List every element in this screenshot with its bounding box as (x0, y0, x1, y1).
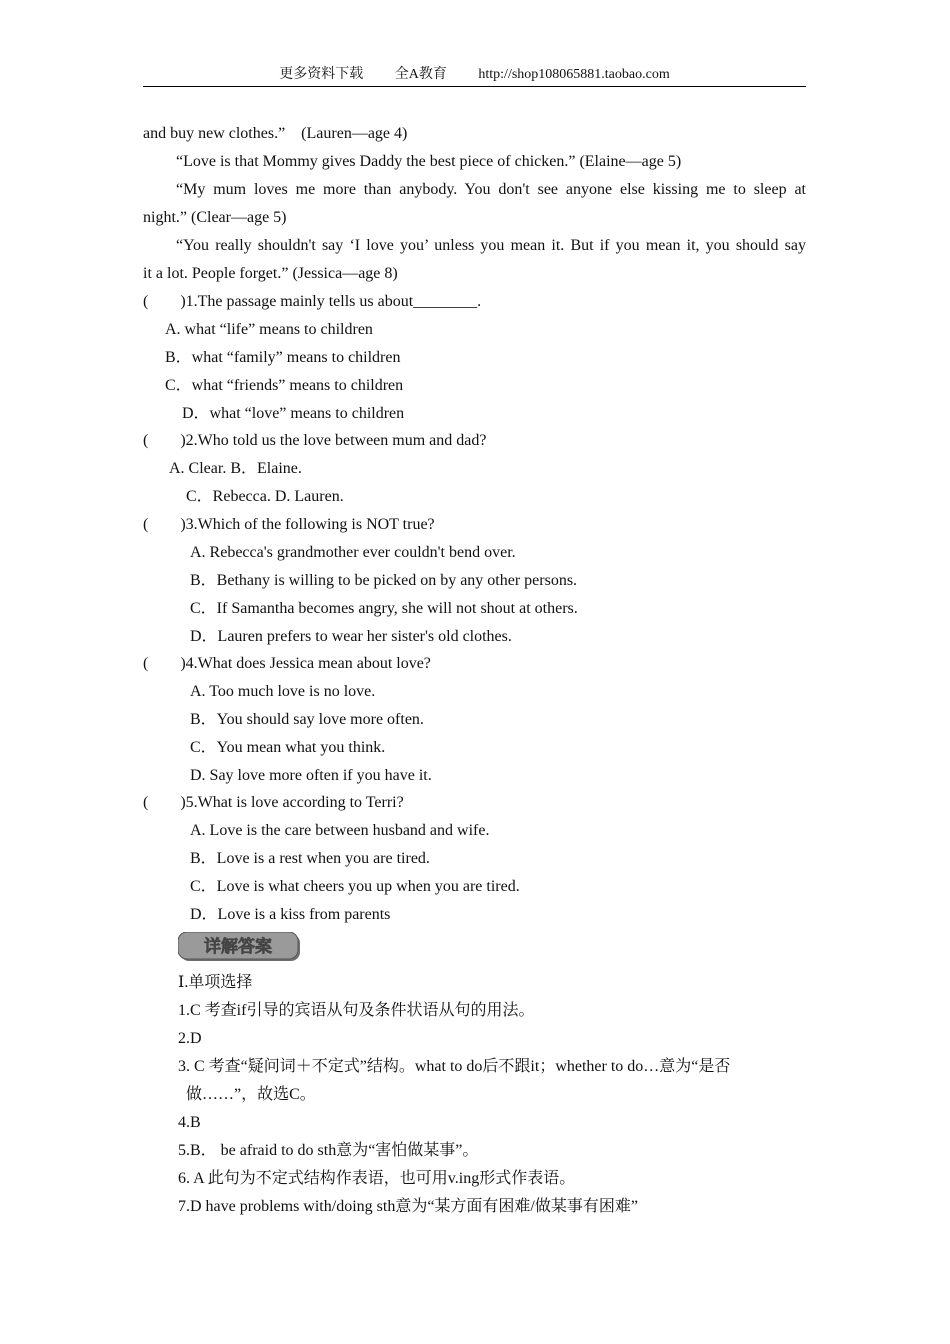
answer-line: 3. C 考查“疑问词＋不定式”结构。what to do后不跟it；whether to do…意为“是否 (178, 1058, 731, 1075)
answer-line: 做……”，故选C。 (186, 1086, 316, 1103)
answers-badge-graphic (178, 932, 302, 963)
option: A. Clear. B．Elaine. (169, 460, 302, 477)
option: C．Rebecca. D. Lauren. (186, 488, 344, 505)
option: B．You should say love more often. (190, 711, 424, 728)
question-stem: ( )5.What is love according to Terri? (143, 794, 404, 811)
answer-line: 7.D have problems with/doing sth意为“某方面有困难/做某事有困难” (178, 1198, 638, 1215)
passage-line: “You really shouldn't say ‘I love you’ unless you mean it. But if you mean it, you should say (176, 237, 806, 254)
option: A. Love is the care between husband and wife. (190, 822, 490, 839)
passage-line: “My mum loves me more than anybody. You don't see anyone else kissing me to sleep at (176, 181, 806, 198)
passage-line: “Love is that Mommy gives Daddy the best piece of chicken.” (Elaine—age 5) (176, 153, 682, 170)
question-stem: ( )3.Which of the following is NOT true? (143, 516, 435, 533)
option: A. Too much love is no love. (190, 683, 376, 700)
passage-line: and buy new clothes.” (Lauren—age 4) (143, 125, 408, 142)
answer-line: 4.B (178, 1114, 201, 1131)
option: C．Love is what cheers you up when you are tired. (190, 878, 520, 895)
question-stem: ( )1.The passage mainly tells us about________. (143, 293, 482, 310)
answer-line: 5.B． be afraid to do sth意为“害怕做某事”。 (178, 1142, 479, 1159)
option: A. Rebecca's grandmother ever couldn't bend over. (190, 544, 516, 561)
header-url: http://shop108065881.taobao.com (478, 67, 670, 82)
answers-badge-label: 详解答案 (204, 937, 272, 957)
answers-badge (178, 932, 302, 963)
page-header (143, 64, 806, 87)
answer-section-title: Ⅰ.单项选择 (178, 974, 253, 991)
option: D．what “love” means to children (182, 405, 405, 422)
question-stem: ( )2.Who told us the love between mum and dad? (143, 432, 487, 449)
passage-line: night.” (Clear—age 5) (143, 209, 287, 226)
option: A. what “life” means to children (165, 321, 373, 338)
option: C．If Samantha becomes angry, she will not shout at others. (190, 600, 578, 617)
option: D．Love is a kiss from parents (190, 906, 391, 923)
option: C．You mean what you think. (190, 739, 386, 756)
option: B．Love is a rest when you are tired. (190, 850, 430, 867)
answer-line: 6. A 此句为不定式结构作表语，也可用v.ing形式作表语。 (178, 1170, 576, 1187)
header-download-text: 更多资料下载 (279, 67, 364, 82)
option: D. Say love more often if you have it. (190, 767, 432, 784)
option: D．Lauren prefers to wear her sister's old clothes. (190, 628, 512, 645)
passage-line: it a lot. People forget.” (Jessica—age 8) (143, 265, 398, 282)
header-brand: 全A教育 (394, 67, 447, 82)
option: B．what “family” means to children (165, 349, 401, 366)
answer-line: 1.C 考查if引导的宾语从句及条件状语从句的用法。 (178, 1002, 535, 1019)
option: C．what “friends” means to children (165, 377, 404, 394)
answer-line: 2.D (178, 1030, 202, 1047)
question-stem: ( )4.What does Jessica mean about love? (143, 655, 431, 672)
option: B．Bethany is willing to be picked on by any other persons. (190, 572, 578, 589)
